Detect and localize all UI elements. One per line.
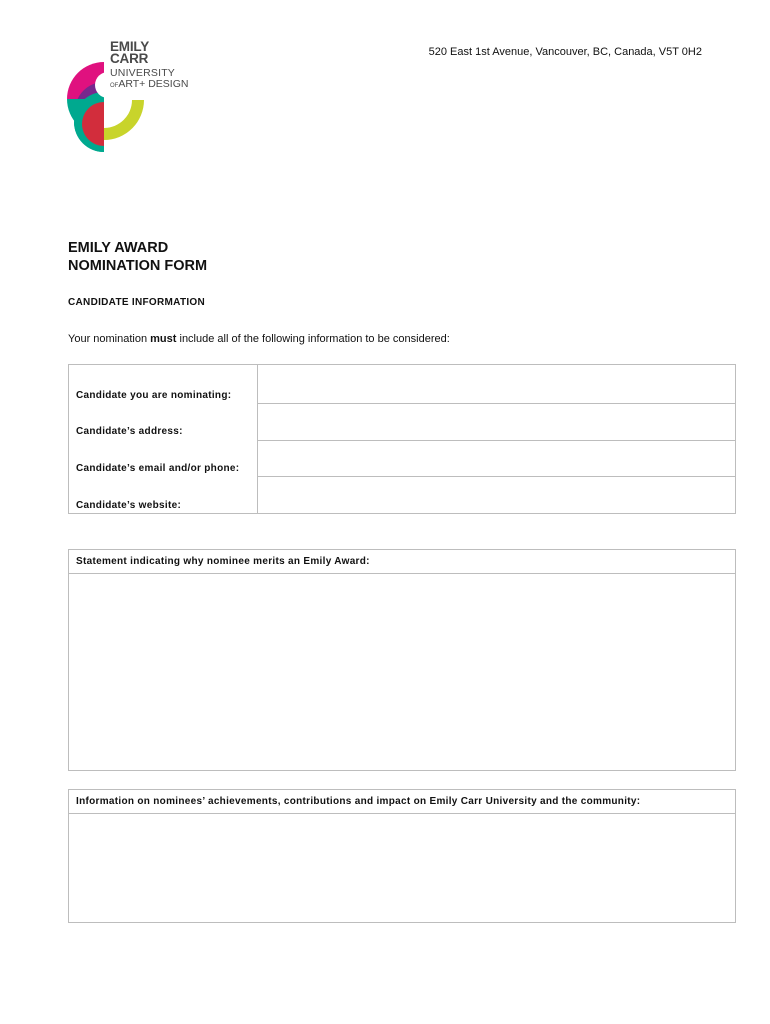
field-row-contact bbox=[69, 441, 735, 477]
statement-textarea[interactable] bbox=[69, 574, 735, 770]
field-row-address bbox=[69, 404, 735, 440]
website-field[interactable] bbox=[258, 477, 735, 514]
statement-label: Statement indicating why nominee merits an Emily Award: bbox=[69, 550, 735, 574]
logo-line-4-main: ART+ DESIGN bbox=[118, 78, 189, 90]
logo-line-3: UNIVERSITY bbox=[110, 67, 176, 79]
field-row-website bbox=[69, 477, 735, 514]
field-label-address: Candidate’s address: bbox=[76, 426, 183, 437]
field-label-contact: Candidate’s email and/or phone: bbox=[76, 463, 240, 474]
intro-before: Your nomination bbox=[68, 333, 151, 345]
achievements-textarea[interactable] bbox=[69, 814, 735, 922]
field-row-nominee bbox=[69, 365, 735, 404]
intro-after: include all of the following information to be considered: bbox=[176, 333, 450, 345]
logo-line-2: CARR bbox=[110, 51, 149, 66]
statement-section bbox=[68, 549, 736, 771]
logo-wordmark bbox=[110, 41, 188, 92]
achievements-label: Information on nominees’ achievements, contributions and impact on Emily Carr University and the community: bbox=[69, 790, 735, 814]
field-label-nominee: Candidate you are nominating: bbox=[76, 390, 232, 401]
section-heading: CANDIDATE INFORMATION bbox=[68, 297, 206, 308]
form-title-line-1: EMILY AWARD bbox=[68, 240, 169, 256]
field-label-website: Candidate’s website: bbox=[76, 500, 182, 511]
email-phone-field[interactable] bbox=[258, 441, 735, 477]
address-field[interactable] bbox=[258, 404, 735, 440]
intro-emphasis: must bbox=[150, 333, 177, 345]
nominee-name-field[interactable] bbox=[258, 365, 735, 404]
achievements-section bbox=[68, 789, 736, 923]
logo-line-4-prefix: OF bbox=[110, 83, 119, 89]
university-logo bbox=[58, 40, 188, 162]
form-title bbox=[68, 239, 207, 275]
intro-text bbox=[68, 333, 450, 345]
university-address: 520 East 1st Avenue, Vancouver, BC, Canada, V5T 0H2 bbox=[428, 46, 702, 58]
candidate-info-table bbox=[68, 364, 736, 514]
logo-line-1: EMILY bbox=[110, 39, 150, 54]
logo-line-4 bbox=[110, 79, 188, 92]
form-title-line-2: NOMINATION FORM bbox=[68, 258, 208, 274]
